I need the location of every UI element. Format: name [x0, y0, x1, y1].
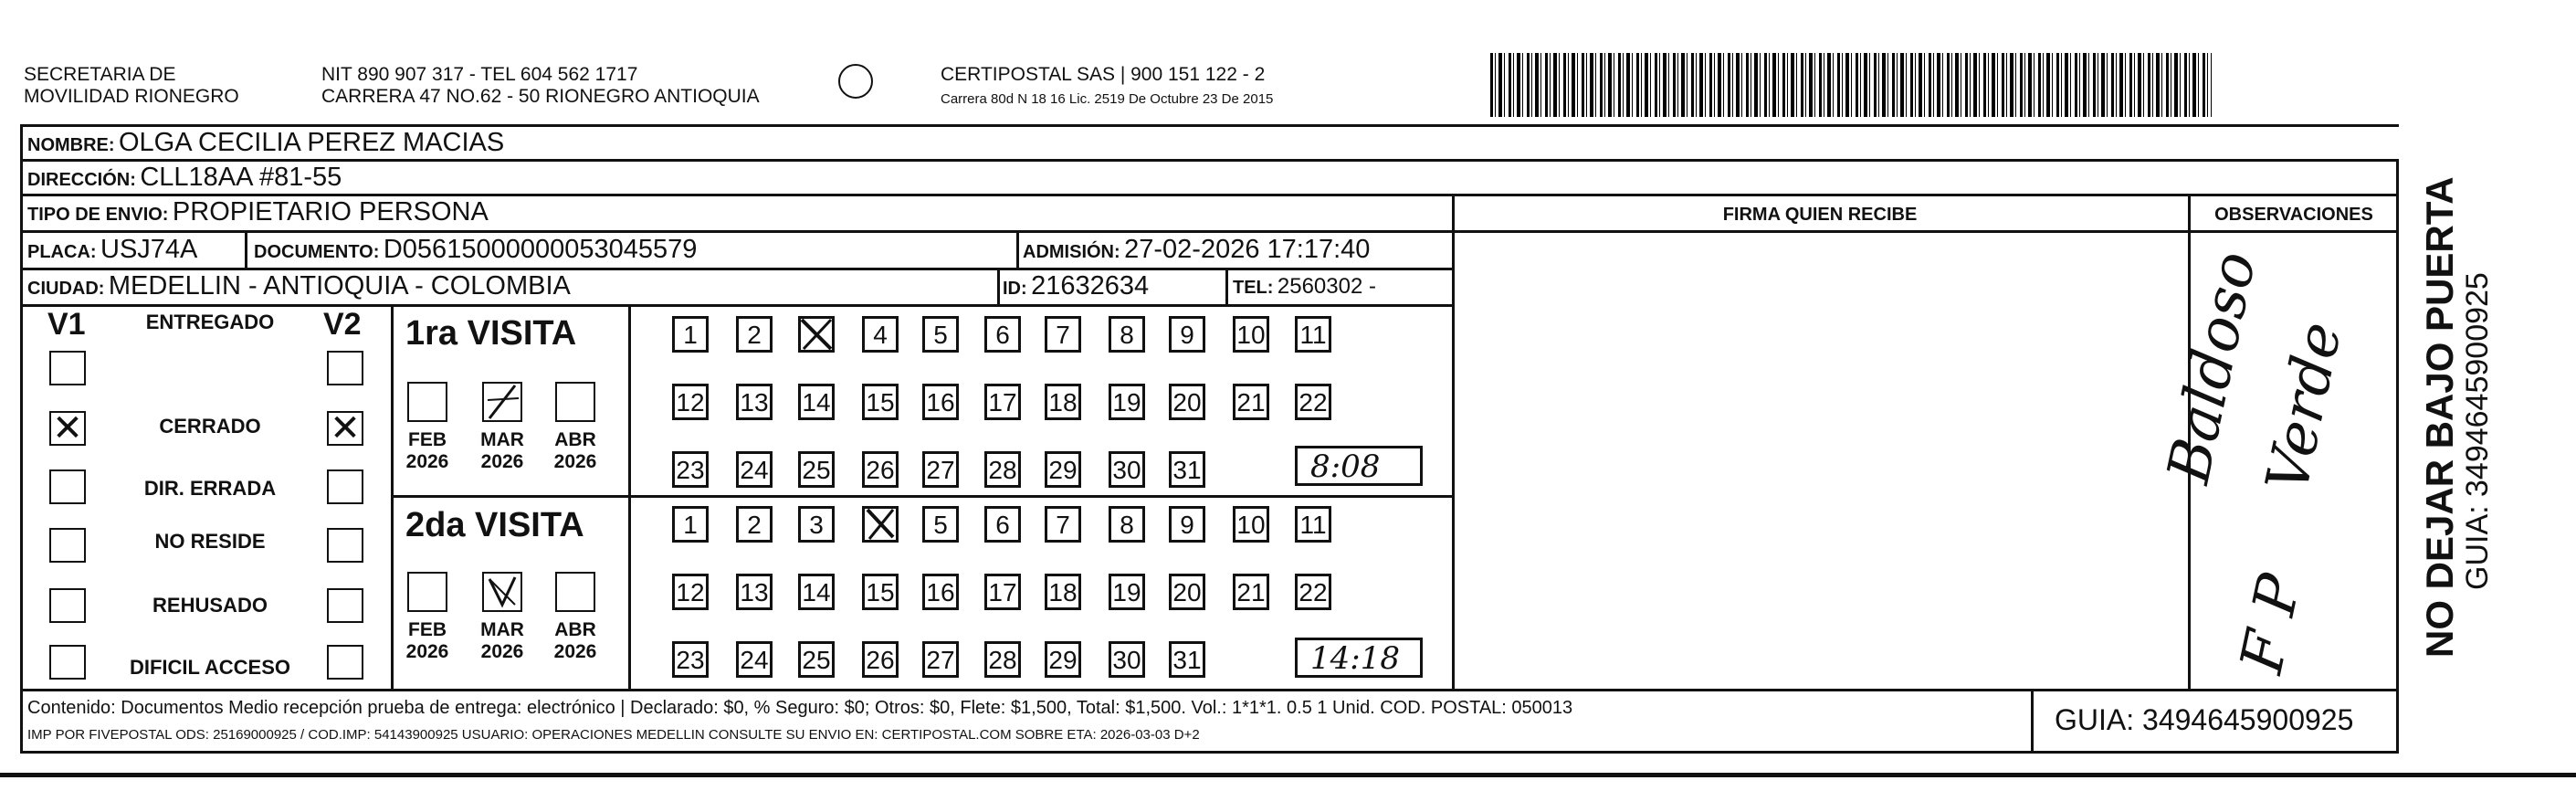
placa-label: PLACA:	[27, 242, 97, 262]
day-box[interactable]: 20	[1169, 384, 1205, 420]
tel-cell	[1233, 274, 1376, 300]
status-cerrado: CERRADO	[159, 415, 261, 438]
column-header-divider	[1452, 230, 2398, 233]
day-box[interactable]: 24	[736, 451, 773, 488]
v2-checkbox-no-reside[interactable]	[327, 528, 363, 563]
observaciones-header: OBSERVACIONES	[2214, 205, 2373, 225]
day-box[interactable]: 16	[922, 384, 959, 420]
second-visit-time-box	[1295, 638, 1423, 678]
day-box[interactable]: 18	[1045, 574, 1081, 610]
second-visit-title: 2da VISITA	[405, 506, 584, 544]
v1-checkbox-dificil-acceso[interactable]	[49, 645, 86, 680]
day-box[interactable]: 12	[672, 384, 709, 420]
day-box[interactable]: 27	[922, 641, 959, 678]
visits-row-divider	[391, 495, 1454, 498]
tipo-envio-label: TIPO DE ENVIO:	[27, 205, 169, 225]
month-label-abr: ABR 2026	[553, 429, 597, 472]
certipostal-logo	[838, 64, 873, 99]
first-visit-time: 8:08	[1310, 448, 1381, 485]
day-box[interactable]: 17	[984, 384, 1021, 420]
day-box[interactable]: 5	[922, 506, 959, 543]
status-dir-errada: DIR. ERRADA	[143, 477, 277, 500]
v2-header: V2	[323, 307, 362, 342]
day-box[interactable]: 24	[736, 641, 773, 678]
ciudad-value: MEDELLIN - ANTIOQUIA - COLOMBIA	[108, 271, 571, 301]
v2-checkbox-entregado[interactable]	[327, 351, 363, 385]
courier-license: Carrera 80d N 18 16 Lic. 2519 De Octubre 23 De 2015	[941, 91, 1274, 107]
firma-header: FIRMA QUIEN RECIBE	[1722, 205, 1918, 225]
row-divider	[20, 159, 2397, 162]
day-box[interactable]: 19	[1109, 574, 1145, 610]
day-box[interactable]: 8	[1109, 506, 1145, 543]
tel-value: 2560302 -	[1277, 274, 1376, 299]
day-box[interactable]: 10	[1233, 506, 1269, 543]
side-guia-number: GUIA: 3494645900925	[2460, 272, 2495, 590]
v1-checkbox-rehusado[interactable]	[49, 588, 86, 623]
second-visit-month-feb[interactable]	[407, 572, 447, 612]
day-box[interactable]: 4	[862, 316, 899, 353]
documento-cell	[254, 235, 697, 265]
footer-imp: IMP POR FIVEPOSTAL ODS: 25169000925 / COD.IMP: 54143900925 USUARIO: OPERACIONES MEDELLIN CONSULTE SU ENVIO EN: CERTIPOSTAL.COM SOBRE ETA: 2026-03-03 D+2	[27, 727, 1200, 743]
cell-divider	[1016, 230, 1019, 269]
day-box[interactable]: 21	[1233, 574, 1269, 610]
form-left-border	[20, 124, 23, 753]
day-box[interactable]: 27	[922, 451, 959, 488]
day-box[interactable]: 17	[984, 574, 1021, 610]
day-box[interactable]: 2	[736, 316, 773, 353]
day-box[interactable]: 2	[736, 506, 773, 543]
day-box[interactable]: 18	[1045, 384, 1081, 420]
month-label-mar: MAR 2026	[480, 619, 524, 662]
cell-divider	[1225, 268, 1228, 304]
day-box[interactable]: 1	[672, 316, 709, 353]
second-visit-month-abr[interactable]	[555, 572, 595, 612]
id-value: 21632634	[1031, 271, 1150, 301]
day-box[interactable]: 30	[1109, 641, 1145, 678]
day-box[interactable]: 6	[984, 506, 1021, 543]
placa-cell	[27, 235, 197, 265]
status-rehusado: REHUSADO	[152, 594, 268, 617]
documento-label: DOCUMENTO:	[254, 242, 380, 262]
day-box[interactable]: 10	[1233, 316, 1269, 353]
footer-contenido: Contenido: Documentos Medio recepción prueba de entrega: electrónico | Declarado: $0, % Seguro: $0; Otros: $0, Flete: $1,500, Total: $1,500. Vol.: 1*1*1. 0.5 1 Unid. COD. POSTAL: 050013	[27, 698, 1573, 718]
first-visit-month-feb[interactable]	[407, 382, 447, 422]
id-cell	[1003, 271, 1149, 301]
month-label-feb: FEB 2026	[405, 619, 449, 662]
direccion-label: DIRECCIÓN:	[27, 170, 136, 190]
month-label-mar: MAR 2026	[480, 429, 524, 472]
nombre-label: NOMBRE:	[27, 135, 115, 155]
first-visit-time-box	[1295, 446, 1423, 486]
check-v-mark-icon	[484, 574, 520, 610]
footer-guia-divider	[2031, 689, 2034, 751]
day-box[interactable]: 15	[862, 384, 899, 420]
form-right-border	[2396, 159, 2399, 753]
v1-checkbox-cerrado[interactable]	[49, 407, 86, 449]
footer-divider	[20, 689, 2399, 691]
day-box[interactable]: 13	[736, 384, 773, 420]
day-box[interactable]: 29	[1045, 451, 1081, 488]
courier-name: CERTIPOSTAL SAS | 900 151 122 - 2	[941, 64, 1266, 85]
no-dejar-bajo-puerta: NO DEJAR BAJO PUERTA	[2418, 176, 2461, 658]
form-top-border	[20, 124, 2399, 127]
footer-guia: GUIA: 3494645900925	[2055, 703, 2354, 736]
day-box[interactable]: 13	[736, 574, 773, 610]
day-box[interactable]: 11	[1295, 316, 1331, 353]
day-box[interactable]: 29	[1045, 641, 1081, 678]
cell-divider	[997, 268, 1000, 304]
direccion-row	[27, 163, 342, 193]
tel-label: TEL:	[1233, 278, 1274, 298]
day-box[interactable]: 8	[1109, 316, 1145, 353]
ciudad-label: CIUDAD:	[27, 279, 105, 299]
nombre-value: OLGA CECILIA PEREZ MACIAS	[119, 128, 505, 157]
day-box[interactable]: 23	[672, 451, 709, 488]
second-visit-time: 14:18	[1310, 640, 1400, 677]
ciudad-cell	[27, 271, 571, 301]
row-divider	[20, 304, 1454, 307]
month-label-feb: FEB 2026	[405, 429, 449, 472]
status-entregado: ENTREGADO	[145, 311, 275, 333]
status-dificil-acceso: DIFICIL ACCESO	[129, 656, 290, 679]
day-box[interactable]: 28	[984, 641, 1021, 678]
org-nit: NIT 890 907 317 - TEL 604 562 1717	[321, 64, 638, 85]
org-name-line1: SECRETARIA DE	[24, 64, 176, 85]
check-mark: ✕	[52, 407, 83, 449]
handwritten-initials: F P	[2228, 568, 2315, 680]
day-box[interactable]: 15	[862, 574, 899, 610]
day-box[interactable]: 28	[984, 451, 1021, 488]
day-box[interactable]: 16	[922, 574, 959, 610]
x-mark-icon	[862, 506, 899, 543]
observation-handwriting-line2: Verde	[2254, 316, 2356, 499]
direccion-value: CLL18AA #81-55	[140, 163, 342, 192]
day-box[interactable]: 1	[672, 506, 709, 543]
day-box[interactable]: 25	[798, 641, 835, 678]
day-box[interactable]: 14	[798, 384, 835, 420]
v1-checkbox-dir-errada[interactable]	[49, 469, 86, 504]
day-box[interactable]: 26	[862, 641, 899, 678]
day-box[interactable]: 3	[798, 506, 835, 543]
day-box[interactable]: 23	[672, 641, 709, 678]
status-no-reside: NO RESIDE	[154, 530, 266, 553]
day-box[interactable]: 25	[798, 451, 835, 488]
v2-checkbox-rehusado[interactable]	[327, 588, 363, 623]
observation-handwriting-line1: Baldoso	[2155, 246, 2270, 490]
page-bottom-rule	[0, 773, 2576, 777]
admision-cell	[1023, 235, 1370, 265]
day-box[interactable]: 30	[1109, 451, 1145, 488]
day-box[interactable]: 21	[1233, 384, 1269, 420]
day-box[interactable]: 26	[862, 451, 899, 488]
day-box[interactable]: 9	[1169, 506, 1205, 543]
check-mark: ✕	[330, 407, 361, 449]
v2-checkbox-dificil-acceso[interactable]	[327, 645, 363, 680]
admision-value: 27-02-2026 17:17:40	[1124, 235, 1371, 264]
v1-checkbox-no-reside[interactable]	[49, 528, 86, 563]
column-divider	[1452, 194, 1455, 689]
org-name-line2: MOVILIDAD RIONEGRO	[24, 86, 239, 107]
form-bottom-border	[20, 751, 2399, 754]
admision-label: ADMISIÓN:	[1023, 242, 1120, 262]
id-label: ID:	[1003, 279, 1027, 299]
day-box[interactable]: 7	[1045, 316, 1081, 353]
v1-header: V1	[47, 307, 86, 342]
x-mark-icon	[798, 316, 835, 353]
day-box[interactable]	[862, 506, 899, 543]
day-box[interactable]	[798, 316, 835, 353]
v2-checkbox-cerrado[interactable]	[327, 407, 363, 449]
first-visit-title: 1ra VISITA	[405, 314, 577, 353]
day-box[interactable]: 7	[1045, 506, 1081, 543]
second-visit-month-mar[interactable]	[482, 572, 522, 612]
day-box[interactable]: 14	[798, 574, 835, 610]
placa-value: USJ74A	[100, 235, 198, 264]
first-visit-month-mar[interactable]	[482, 382, 522, 422]
day-box[interactable]: 22	[1295, 574, 1331, 610]
row-divider	[20, 194, 2397, 196]
tipo-envio-value: PROPIETARIO PERSONA	[172, 197, 489, 227]
slash-mark-icon	[484, 384, 520, 420]
day-box[interactable]: 12	[672, 574, 709, 610]
month-label-abr: ABR 2026	[553, 619, 597, 662]
day-box[interactable]: 9	[1169, 316, 1205, 353]
day-box[interactable]: 6	[984, 316, 1021, 353]
day-box[interactable]: 5	[922, 316, 959, 353]
day-box[interactable]: 19	[1109, 384, 1145, 420]
barcode	[1490, 53, 2212, 117]
v1-checkbox-entregado[interactable]	[49, 351, 86, 385]
tipo-envio-row	[27, 197, 489, 227]
first-visit-month-abr[interactable]	[555, 382, 595, 422]
day-box[interactable]: 31	[1169, 641, 1205, 678]
nombre-row	[27, 128, 504, 158]
day-box[interactable]: 11	[1295, 506, 1331, 543]
day-box[interactable]: 22	[1295, 384, 1331, 420]
org-address: CARRERA 47 NO.62 - 50 RIONEGRO ANTIOQUIA	[321, 86, 760, 107]
row-divider	[20, 268, 1454, 270]
v2-checkbox-dir-errada[interactable]	[327, 469, 363, 504]
day-box[interactable]: 31	[1169, 451, 1205, 488]
cell-divider	[245, 230, 247, 269]
day-box[interactable]: 20	[1169, 574, 1205, 610]
documento-value: D05615000000053045579	[383, 235, 698, 264]
